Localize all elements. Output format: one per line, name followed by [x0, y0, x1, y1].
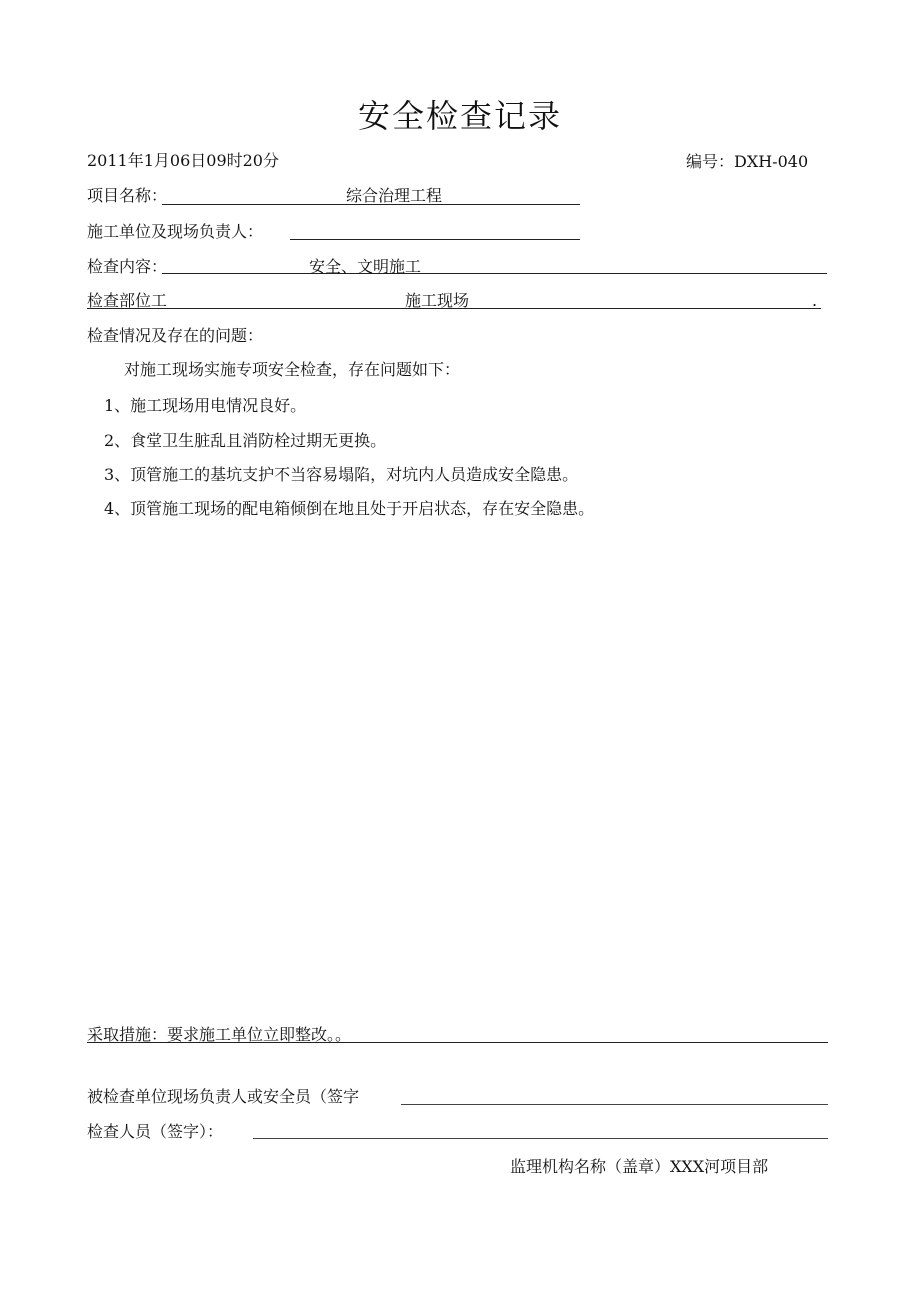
- issue-item: 1、施工现场用电情况良好。: [104, 396, 307, 415]
- issue-item: 2、食堂卫生脏乱且消防栓过期无更换。: [104, 431, 387, 450]
- inspection-datetime: 2011年1月06日09时20分: [87, 151, 279, 170]
- inspector-signature-line: [253, 1138, 828, 1139]
- inspection-content-label: 检查内容：: [87, 257, 168, 276]
- inspection-location-period: .: [812, 291, 818, 310]
- inspection-content-value: 安全、文明施工: [309, 257, 422, 276]
- measures-underline: [87, 1042, 828, 1043]
- inspected-unit-signature-label: 被检查单位现场负责人或安全员（签字: [87, 1087, 360, 1106]
- project-name-value: 综合治理工程: [346, 186, 443, 205]
- situation-intro: 对施工现场实施专项安全检查，存在问题如下：: [124, 360, 461, 379]
- supervisor-organization: 监理机构名称（盖章）XXX河项目部: [510, 1157, 769, 1176]
- issue-item: 4、顶管施工现场的配电箱倾倒在地且处于开启状态，存在安全隐患。: [104, 499, 595, 518]
- inspection-location-label: 检查部位工: [87, 291, 168, 310]
- page-title: 安全检查记录: [357, 97, 562, 135]
- inspection-content-underline: [162, 273, 827, 274]
- record-number: 编号：DXH-040: [686, 152, 809, 171]
- inspection-location-value: 施工现场: [405, 291, 470, 310]
- project-name-label: 项目名称：: [87, 186, 168, 205]
- measures-text: 采取措施：要求施工单位立即整改。。: [87, 1025, 352, 1044]
- inspector-signature-label: 检查人员（签字）：: [87, 1122, 224, 1141]
- issue-item: 3、顶管施工的基坑支护不当容易塌陷，对坑内人员造成安全隐患。: [104, 465, 579, 484]
- construction-unit-label: 施工单位及现场负责人：: [87, 222, 264, 241]
- construction-unit-underline: [290, 239, 580, 240]
- situation-label: 检查情况及存在的问题：: [87, 326, 264, 345]
- inspected-unit-signature-line: [401, 1104, 828, 1105]
